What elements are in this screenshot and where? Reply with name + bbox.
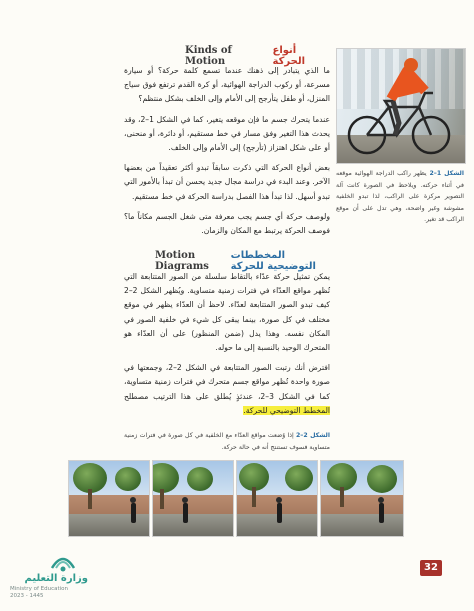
section2-heading-en: Motion Diagrams: [155, 250, 209, 272]
figure2-caption: [124, 430, 330, 453]
section1-body: [124, 64, 330, 238]
runner: [183, 503, 188, 523]
runner-photo-4: [320, 460, 404, 537]
highlighted-term: المخطط التوضيحي للحركة.: [243, 405, 330, 415]
runner-photo-1: [68, 460, 150, 537]
cyclist-drawing: [337, 49, 465, 163]
section1-paragraph: بعض أنواع الحركة التي ذكرت سابقاً تبدو أكثر تعقيداً من بعضها الآخر. وعند البدء في دراسة مجال جديد يحسن أن تبدأ بالأمور التي تبدو أسهل. لذا تبدأ هذا الفصل بدراسة الحركة في خط مستقيم.: [124, 163, 330, 201]
section1-heading-ar: أنواع الحركة: [272, 45, 306, 67]
section2-heading-ar: المخططات التوضيحية للحركة: [230, 250, 316, 272]
section1-paragraph: ولوصف حركة أي جسم يجب معرفة متى شغل الجسم مكاناً ما؟ فوصف الحركة يرتبط مع المكان والزمان.: [124, 211, 330, 236]
ministry-name-ar: وزارة التعليم: [24, 573, 88, 584]
runner-photo-2: [152, 460, 234, 537]
section2-paragraph-text: افترض أنك رتبت الصور المتتابعة في الشكل 2–2، وجمعتها في صورة واحدة تُظهر مواقع جسم متحرك في فترات زمنية متساوية، كما في الشكل 3–2، عندئذٍ يُطلق على هذا الترتيب مصطلح: [124, 363, 330, 401]
runner: [277, 503, 282, 523]
section1-paragraph: عندما يتحرك جسم ما فإن موقعه يتغير، كما في الشكل 1–2، وقد يحدث هذا التغير وفق مسار في خط مستقيم، أو دائرة، أو منحنى، أو على شكل اهتزاز (تأرجح) إلى الأمام وإلى الخلف.: [124, 114, 330, 153]
page-number: 32: [424, 562, 438, 573]
figure1-caption-text: يظهر راكب الدراجة الهوائية موقعه في أثناء حركته. ويلاحظ في الصورة كانت آلة التصوير مركزة على الراكب، لذا تبدو الخلفية مشوشة وغير واضحة، وهي تدل على أن موقع الراكب قد تغير.: [336, 170, 464, 223]
figure1-caption: [336, 168, 464, 226]
section1-paragraph: ما الذي يتبادر إلى ذهنك عندما تسمع كلمة حركة؟ أو سيارة مسرعة، أو ركوب الدراجة الهوائية، أو كرة القدم ترتفع فوق سياج المنزل، أو طفل يتأرجح إلى الأمام وإلى الخلف بشكل منتظم؟: [124, 66, 330, 104]
ministry-logo-mark: [48, 548, 78, 574]
section2-body: [124, 270, 330, 418]
section1-heading-en: Kinds of Motion: [185, 45, 232, 67]
runner-photo-3: [236, 460, 318, 537]
section2-heading: [155, 250, 330, 272]
page-number-badge: [420, 560, 442, 576]
runner: [131, 503, 136, 523]
ministry-logo: [10, 548, 90, 603]
section2-paragraph: يمكن تمثيل حركة عدّاء بالتقاط سلسلة من الصور المتتابعة التي تُظهر مواقع العدّاء في فترات زمنية متساوية. ويُظهر الشكل 2–2 كيف تبدو الصور المتتابعة لعدّاء. لاحظ أن العدّاء يظهر في موقع مختلف في كل صورة، بينما يبقى كل شيء في خلفية الصور في المكان نفسه. وهذا يدل (ضمن المنظور) على أن العدّاء هو المتحرك الوحيد بالنسبة إلى ما حوله.: [124, 272, 330, 353]
figure1-cyclist-photo: [336, 48, 466, 164]
figure2-label: الشكل 2–2: [295, 432, 330, 439]
ministry-name-en: Ministry of Education: [10, 586, 69, 592]
runner: [379, 503, 384, 523]
section2-paragraph-last: [124, 361, 330, 418]
ministry-year: 2023 - 1445: [10, 593, 44, 599]
figure1-label: الشكل 1–2: [429, 170, 464, 177]
figure2-caption-text: إذا وُضعت مواقع العدّاء مع الخلفية في كل صورة في فترات زمنية متساوية فسوف تستنتج أنه في حالة حركة.: [124, 432, 330, 451]
